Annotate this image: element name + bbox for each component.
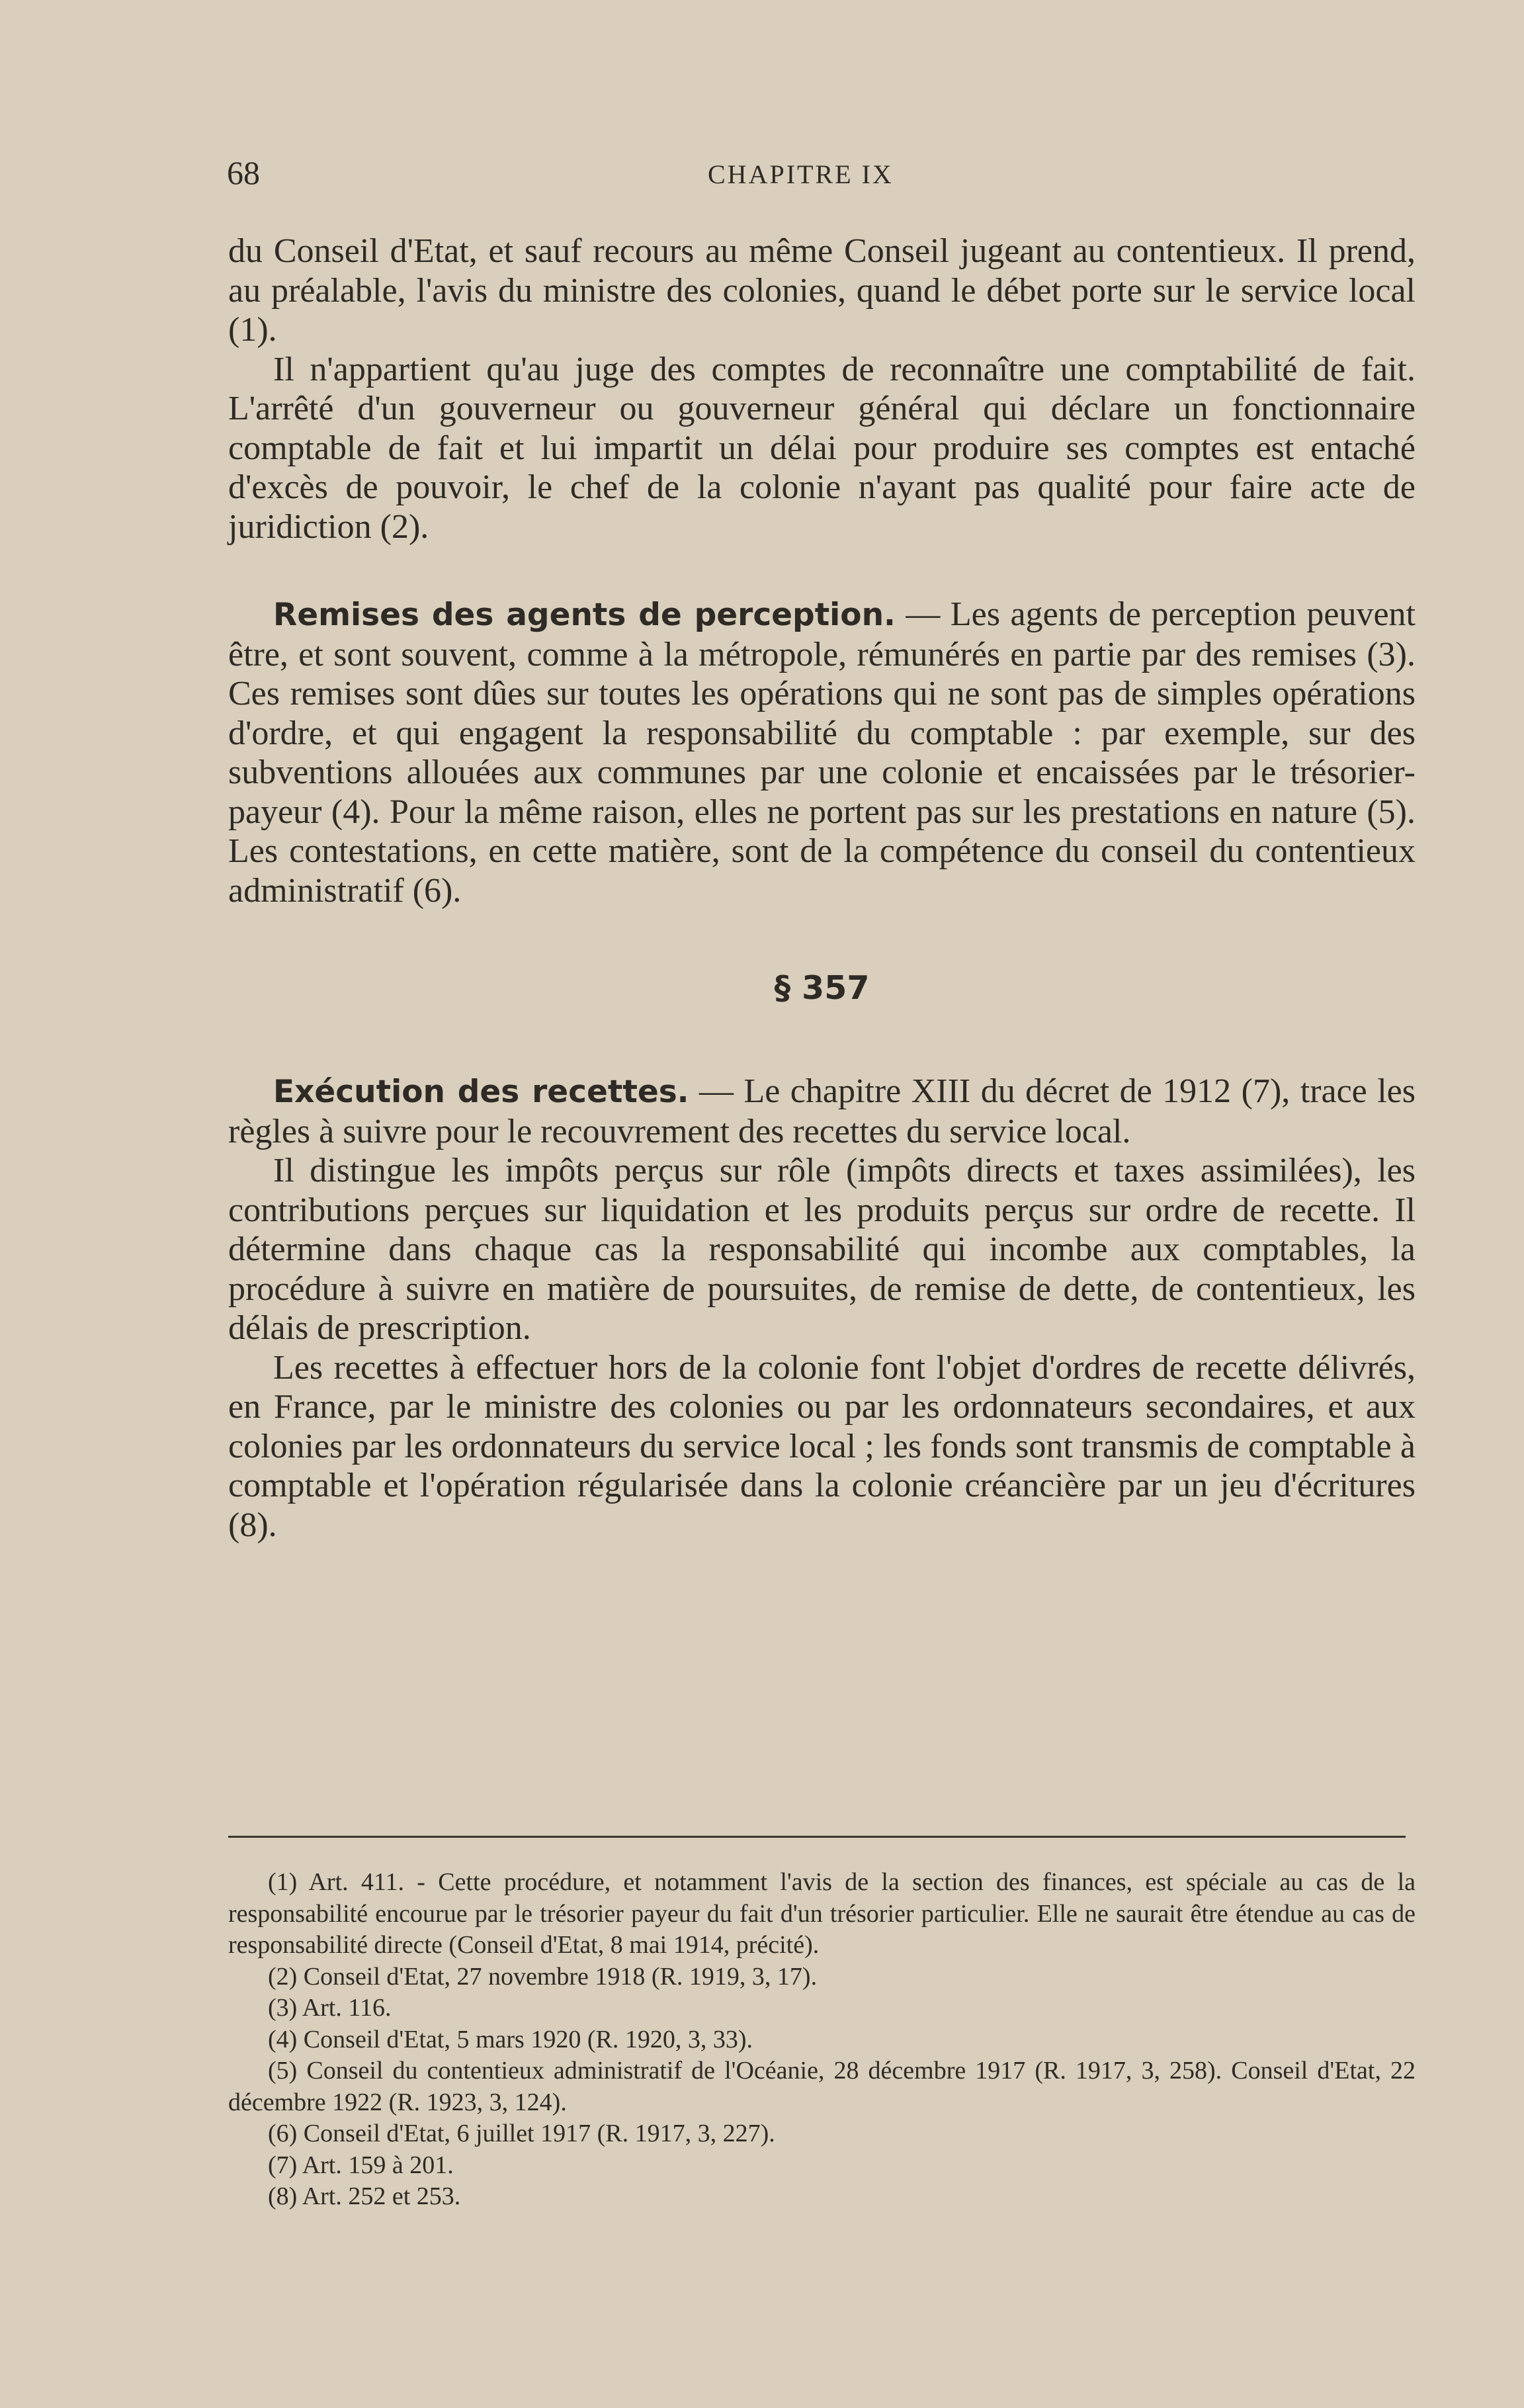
chapter-title: CHAPITRE IX — [708, 159, 894, 189]
footnote-6: (6) Conseil d'Etat, 6 juillet 1917 (R. 1917, 3, 227). — [268, 2120, 775, 2147]
footnote-1: (1) Art. 411. - Cette procédure, et notamment l'avis de la section des finances, est spéciale au cas de la responsabilité encourue par le trésorier payeur du fait d'un trésorier particulier. Elle ne saurait être étendue au cas de responsabilité directe (Conseil d'Etat, 8 mai 1914, précité). — [228, 1868, 1416, 1959]
section-heading-remises: Remises des agents de perception. — [273, 597, 896, 633]
paragraph-remises — [228, 595, 1416, 910]
footnote-3: (3) Art. 116. — [268, 1994, 392, 2022]
footnote-8: (8) Art. 252 et 253. — [268, 2182, 461, 2210]
footnote-5: (5) Conseil du contentieux administratif de l'Océanie, 28 décembre 1917 (R. 1917, 3, 258). Conseil d'Etat, 22 décembre 1922 (R. 1923, 3, 124). — [228, 2057, 1416, 2116]
paragraph-execution-text: — Le chapitre XIII du décret de 1912 (7), trace les règles à suivre pour le recouvrement des recettes du service local. — [228, 1072, 1416, 1150]
footnote-4: (4) Conseil d'Etat, 5 mars 1920 (R. 1920, 3, 33). — [268, 2025, 753, 2053]
paragraph-comptabilite-de-fait: Il n'appartient qu'au juge des comptes de reconnaître une comptabilité de fait. L'arrêté d'un gouverneur ou gouverneur général qui déclare un fonctionnaire comptable de fait et lui impartit un délai pour produire ses comptes est entaché d'excès de pouvoir, le chef de la colonie n'ayant pas qualité pour faire acte de juridiction (2). — [228, 350, 1416, 546]
body-text — [228, 232, 1416, 1545]
paragraph-impots: Il distingue les impôts perçus sur rôle (impôts directs et taxes assimilées), les contributions perçues sur liquidation et les produits perçus sur ordre de recette. Il détermine dans chaque cas la responsabilité qui incombe aux comptables, la procédure à suivre en matière de poursuites, de remise de dette, de contentieux, les délais de prescription. — [228, 1152, 1416, 1347]
paragraph-continued: du Conseil d'Etat, et sauf recours au même Conseil jugeant au contentieux. Il prend, au préalable, l'avis du ministre des colonies, quand le débet porte sur le service local (1). — [228, 232, 1416, 349]
footnote-2: (2) Conseil d'Etat, 27 novembre 1918 (R. 1919, 3, 17). — [268, 1962, 818, 1991]
paragraph-execution — [228, 1072, 1416, 1151]
section-heading-execution: Exécution des recettes. — [273, 1074, 689, 1110]
section-number: § 357 — [774, 969, 870, 1007]
footnote-7: (7) Art. 159 à 201. — [268, 2151, 454, 2179]
running-head — [0, 153, 1524, 193]
paragraph-recettes-hors-colonie: Les recettes à effectuer hors de la colonie font l'objet d'ordres de recette délivrés, en France, par le ministre des colonies ou par les ordonnateurs secondaires, et aux colonies par les ordonnateurs du service local ; les fonds sont transmis de comptable à comptable et l'opération régularisée dans la colonie créancière par un jeu d'écritures (8). — [228, 1348, 1416, 1544]
footnote-divider — [228, 1836, 1406, 1838]
footnotes — [228, 1867, 1416, 2213]
paragraph-remises-text: — Les agents de perception peuvent être, et sont souvent, comme à la métropole, rémunérés en partie par des remises (3). Ces remises sont dûes sur toutes les opérations qui ne sont pas de simples opérations d'ordre, et qui engagent la responsabilité du comptable : par exemple, sur des subventions allouées aux communes par une colonie et encaissées par le trésorier-payeur (4). Pour la même raison, elles ne portent pas sur les prestations en nature (5). Les contestations, en cette matière, sont de la compétence du conseil du contentieux administratif (6). — [228, 595, 1416, 910]
page-number: 68 — [227, 154, 260, 191]
